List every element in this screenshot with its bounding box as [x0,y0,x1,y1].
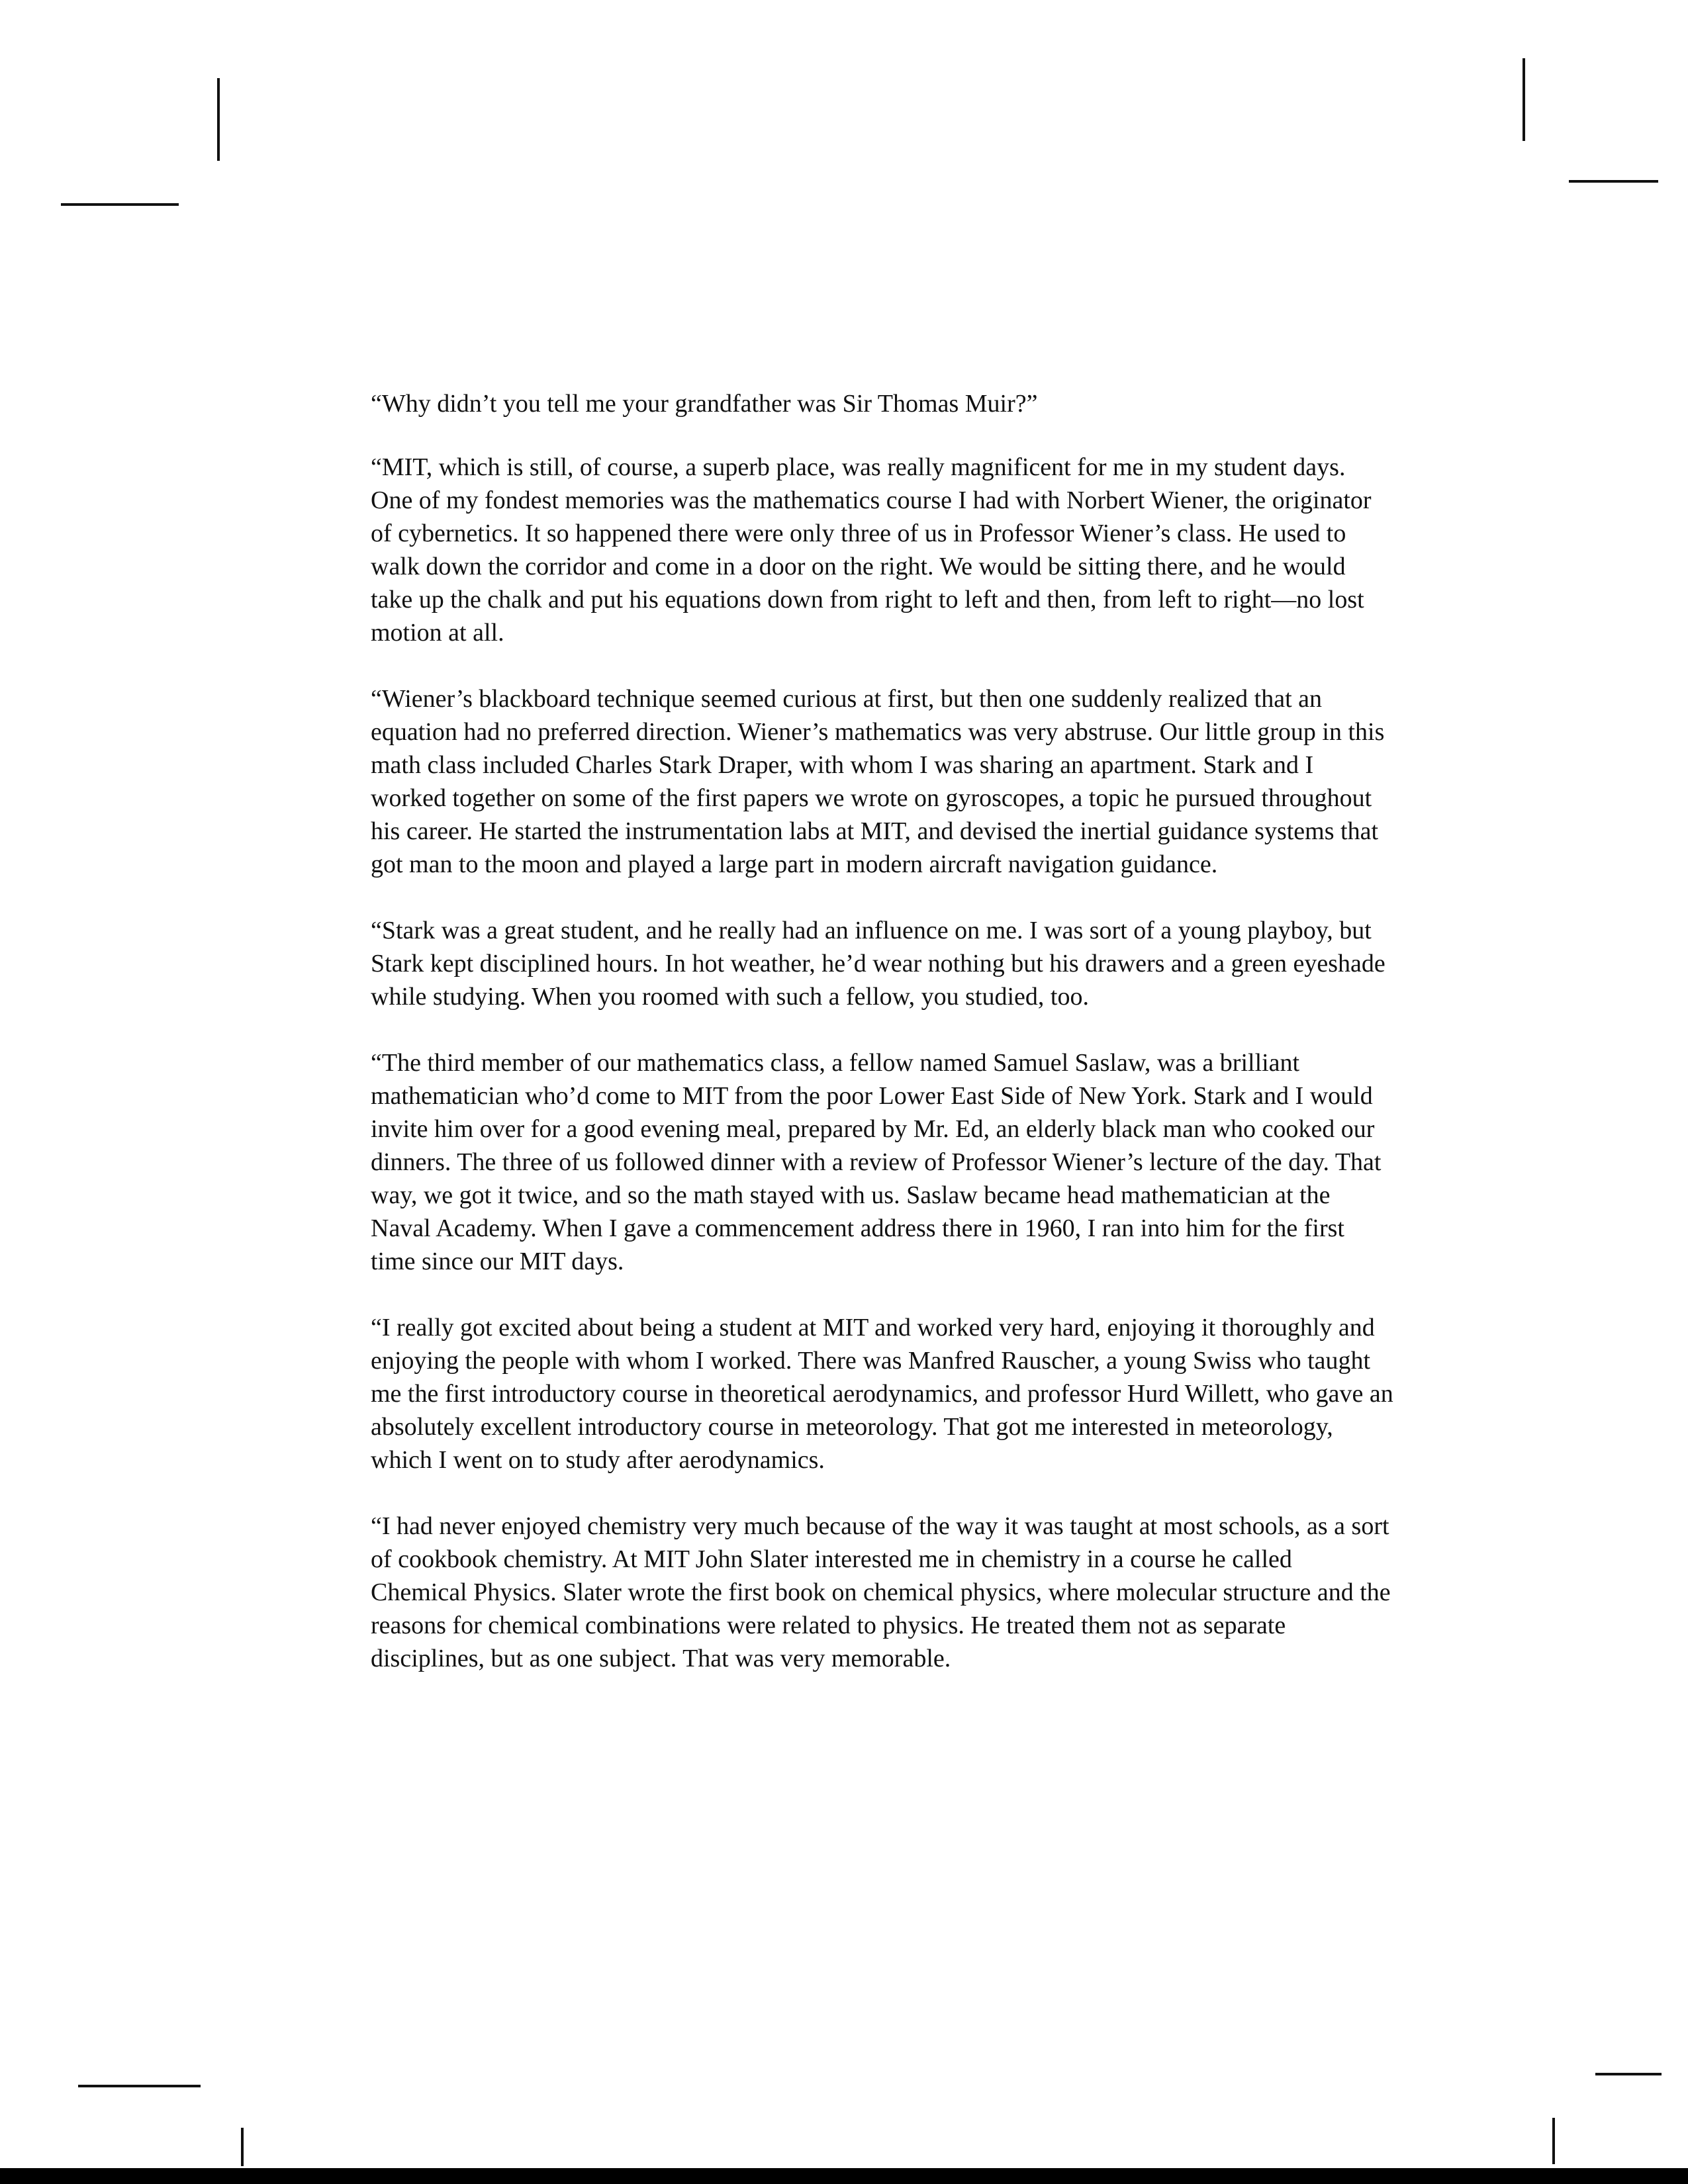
paragraph-6: “I really got excited about being a student at MIT and worked very hard, enjoying it thoroughly and enjoying the people with whom I worked. There was Manfred Rauscher, a young Swiss who taught me the first introductory course in theoretical aerodynamics, and professor Hurd Willett, who gave an absolutely excellent introductory course in meteorology. That got me interested in meteorology, which I went on to study after aerodynamics. [371,1314,1393,1474]
paragraph-7: “I had never enjoyed chemistry very much because of the way it was taught at most schools, as a sort of cookbook chemistry. At MIT John Slater interested me in chemistry in a course he called Chemical Physics. Slater wrote the first book on chemical physics, where molecular structure and the reasons for chemical combinations were related to physics. He treated them not as separate disciplines, but as one subject. That was very memorable. [371,1512,1391,1672]
paragraph-2: “MIT, which is still, of course, a superb place, was really magnificent for me in my student days. One of my fondest memories was the mathematics course I had with Norbert Wiener, the originator of cybernetics. It so happened there were only three of us in Professor Wiener’s class. He used to walk down the corridor and come in a door on the right. We would be sitting there, and he would take up the chalk and put his equations down from right to left and then, from left to right—no lost motion at all. [371,453,1372,647]
paragraph-5: “The third member of our mathematics class, a fellow named Samuel Saslaw, was a brilliant mathematician who’d come to MIT from the poor Lower East Side of New York. Stark and I would invite him over for a good evening meal, prepared by Mr. Ed, an elderly black man who cooked our dinners. The three of us followed dinner with a review of Professor Wiener’s lecture of the day. That way, we got it twice, and so the math stayed with us. Saslaw became head mathematician at the Naval Academy. When I gave a commencement address there in 1960, I ran into him for the first time since our MIT days. [371,1049,1382,1275]
crop-mark-bottom-right-vertical [1552,2118,1555,2164]
crop-mark-bottom-left-horizontal [78,2085,201,2087]
crop-mark-top-right-horizontal [1569,180,1658,183]
crop-mark-top-left-vertical [217,78,220,161]
paragraph-1: “Why didn’t you tell me your grandfather was Sir Thomas Muir?” [371,390,1038,418]
scan-bottom-border [0,2168,1688,2184]
paragraph-4: “Stark was a great student, and he really had an influence on me. I was sort of a young playboy, but Stark kept disciplined hours. In hot weather, he’d wear nothing but his drawers and a green eyeshade while studying. When you roomed with such a fellow, you studied, too. [371,917,1385,1011]
paragraph-3: “Wiener’s blackboard technique seemed curious at first, but then one suddenly realized that an equation had no preferred direction. Wiener’s mathematics was very abstruse. Our little group in this math class included Charles Stark Draper, with whom I was sharing an apartment. Stark and I worked together on some of the first papers we wrote on gyroscopes, a topic he pursued throughout his career. He started the instrumentation labs at MIT, and devised the inertial guidance systems that got man to the moon and played a large part in modern aircraft navigation guidance. [371,685,1385,878]
crop-mark-bottom-left-vertical [241,2128,244,2166]
document-body [371,387,1393,1708]
crop-mark-top-left-horizontal [61,203,179,206]
crop-mark-top-right-vertical [1523,58,1525,141]
crop-mark-bottom-right-horizontal [1595,2073,1662,2075]
